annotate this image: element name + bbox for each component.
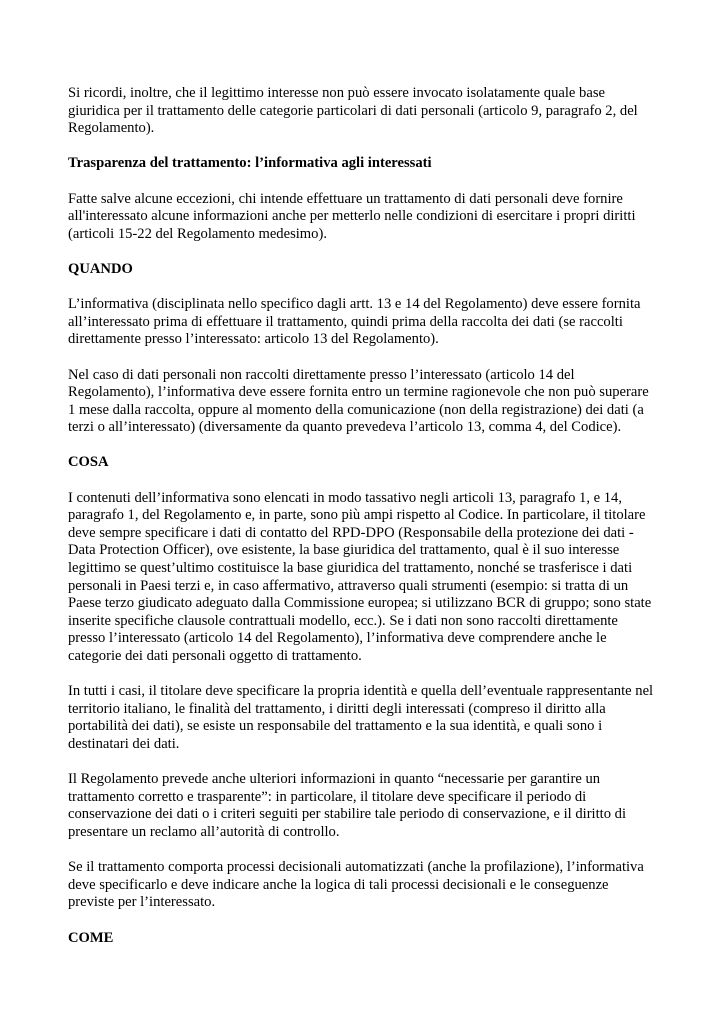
document-page xyxy=(68,85,720,965)
paragraph-timing-art14: Nel caso di dati personali non raccolti direttamente presso l’interessato (articolo 14 del Regolamento), l’informativa deve essere fornita entro un termine ragionevole che non può superare 1 mese dalla raccolta, oppure al momento della comunicazione (non della registrazione) dei dati (a terzi o all’interessato) (diversamente da quanto prevedeva l’articolo 13, comma 4, del Codice). xyxy=(68,366,649,436)
paragraph-further-info: Il Regolamento prevede anche ulteriori informazioni in quanto “necessarie per garantire un trattamento corretto e trasparente”: in particolare, il titolare deve specificare il periodo di conservazione dei dati o i criteri seguiti per stabilire tale periodo di conservazione, e il diritto di presentare un reclamo all’autorità di controllo. xyxy=(68,771,627,840)
heading-quando: QUANDO xyxy=(68,260,133,277)
heading-come: COME xyxy=(68,929,114,946)
paragraph-legitimate-interest: Si ricordi, inoltre, che il legittimo interesse non può essere invocato isolatamente quale base giuridica per il trattamento delle categorie particolari di dati personali (articolo 9, paragrafo 2, del Regolamento). xyxy=(68,85,638,137)
paragraph-identity: In tutti i casi, il titolare deve specificare la propria identità e quella dell’eventuale rappresentante nel territorio italiano, le finalità del trattamento, i diritti degli interessati (compreso il diritto alla portabilità dei dati), se esiste un responsabile del trattamento e la sua identità, e quali sono i destinatari dei dati. xyxy=(68,683,654,752)
heading-cosa: COSA xyxy=(68,454,109,471)
heading-transparency: Trasparenza del trattamento: l’informativa agli interessati xyxy=(68,155,432,172)
paragraph-automated-decisions: Se il trattamento comporta processi decisionali automatizzati (anche la profilazione), l’informativa deve specificarlo e deve indicare anche la logica di tali processi decisionali e le conseguenze previste per l’interessato. xyxy=(68,859,644,911)
paragraph-timing-art13: L’informativa (disciplinata nello specifico dagli artt. 13 e 14 del Regolamento) deve essere fornita all’interessato prima di effettuare il trattamento, quindi prima della raccolta dei dati (se raccolti direttamente presso l’interessato: articolo 13 del Regolamento). xyxy=(68,296,641,348)
paragraph-information-duty: Fatte salve alcune eccezioni, chi intende effettuare un trattamento di dati personali deve fornire all'interessato alcune informazioni anche per metterlo nelle condizioni di esercitare i propri diritti (articoli 15-22 del Regolamento medesimo). xyxy=(68,190,636,242)
paragraph-contents: I contenuti dell’informativa sono elencati in modo tassativo negli articoli 13, paragrafo 1, e 14, paragrafo 1, del Regolamento e, in parte, sono più ampi rispetto al Codice. In particolare, il titolare deve sempre specificare i dati di contatto del RPD-DPO (Responsabile della protezione dei dati - Data Protection Officer), ove esistente, la base giuridica del trattamento, qual è il suo interesse legittimo se quest’ultimo costituisce la base giuridica del trattamento, nonché se trasferisce i dati personali in Paesi terzi e, in caso affermativo, attraverso quali strumenti (esempio: si tratta di un Paese terzo giudicato adeguato dalla Commissione europea; si utilizzano BCR di gruppo; sono state inserite specifiche clausole contrattuali modello, ecc.). Se i dati non sono raccolti direttamente presso l’interessato (articolo 14 del Regolamento), l’informativa deve comprendere anche le categorie dei dati personali oggetto di trattamento. xyxy=(68,489,652,664)
